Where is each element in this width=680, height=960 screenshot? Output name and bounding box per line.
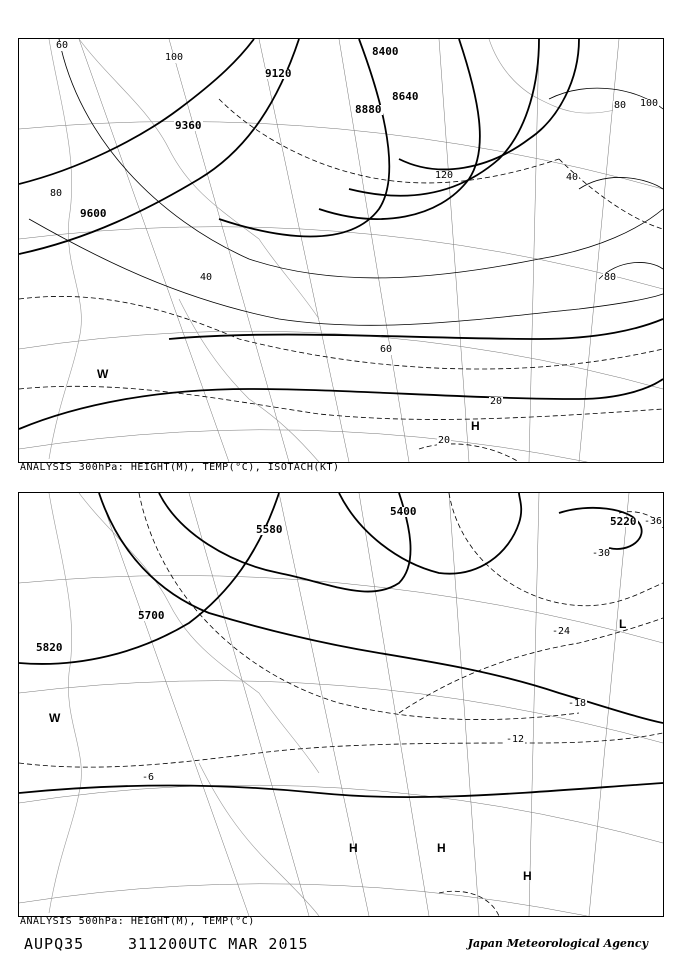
warm-marker: W xyxy=(49,711,61,725)
temperature-contours xyxy=(19,99,663,462)
height-label: 9120 xyxy=(265,67,292,80)
valid-time: 311200UTC MAR 2015 xyxy=(128,935,309,953)
isotach-label: 80 xyxy=(604,272,617,283)
height-label: 9360 xyxy=(175,119,202,132)
chart-300hpa-lines xyxy=(19,39,663,462)
isotach-label: 40 xyxy=(566,172,579,183)
high-pressure-marker: H xyxy=(471,419,480,433)
chart-code: AUPQ35 xyxy=(24,935,85,953)
isotach-label: 80 xyxy=(614,100,627,111)
isotach-label: 20 xyxy=(438,435,451,446)
height-label: 5400 xyxy=(390,505,417,518)
isotach-label: 120 xyxy=(435,170,454,181)
isotach-label: 60 xyxy=(56,40,69,51)
agency-name: Japan Meteorological Agency xyxy=(467,937,648,950)
isotach-label: 20 xyxy=(490,396,503,407)
chart-300hpa xyxy=(18,38,664,463)
temp-label: -6 xyxy=(142,772,155,783)
temp-label: -18 xyxy=(568,698,587,709)
height-label: 5220 xyxy=(610,515,637,528)
isotach-label: 80 xyxy=(50,188,63,199)
isotach-label: 40 xyxy=(200,272,213,283)
temp-label: -36 xyxy=(644,516,663,527)
height-label: 5820 xyxy=(36,641,63,654)
temp-label: -30 xyxy=(592,548,611,559)
warm-marker: W xyxy=(97,367,109,381)
height-label: 8400 xyxy=(372,45,399,58)
height-label: 5700 xyxy=(138,609,165,622)
isotach-label: 100 xyxy=(165,52,184,63)
height-contours xyxy=(19,39,663,429)
high-pressure-marker: H xyxy=(349,841,358,855)
isotach-label: 100 xyxy=(640,98,659,109)
high-pressure-marker: H xyxy=(523,869,532,883)
height-label: 8640 xyxy=(392,90,419,103)
temp-label: -12 xyxy=(506,734,525,745)
height-contours xyxy=(19,493,663,797)
isotach-label: 60 xyxy=(380,344,393,355)
chart-500hpa xyxy=(18,492,664,917)
temp-label: -24 xyxy=(552,626,571,637)
coastlines xyxy=(49,493,319,916)
height-label: 8880 xyxy=(355,103,382,116)
height-label: 5580 xyxy=(256,523,283,536)
high-pressure-marker: H xyxy=(437,841,446,855)
height-label: 9600 xyxy=(80,207,107,220)
caption-300hpa: ANALYSIS 300hPa: HEIGHT(M), TEMP(°C), ISOTACH(KT) xyxy=(20,462,340,473)
low-pressure-marker: L xyxy=(619,617,627,631)
caption-500hpa: ANALYSIS 500hPa: HEIGHT(M), TEMP(°C) xyxy=(20,916,255,927)
